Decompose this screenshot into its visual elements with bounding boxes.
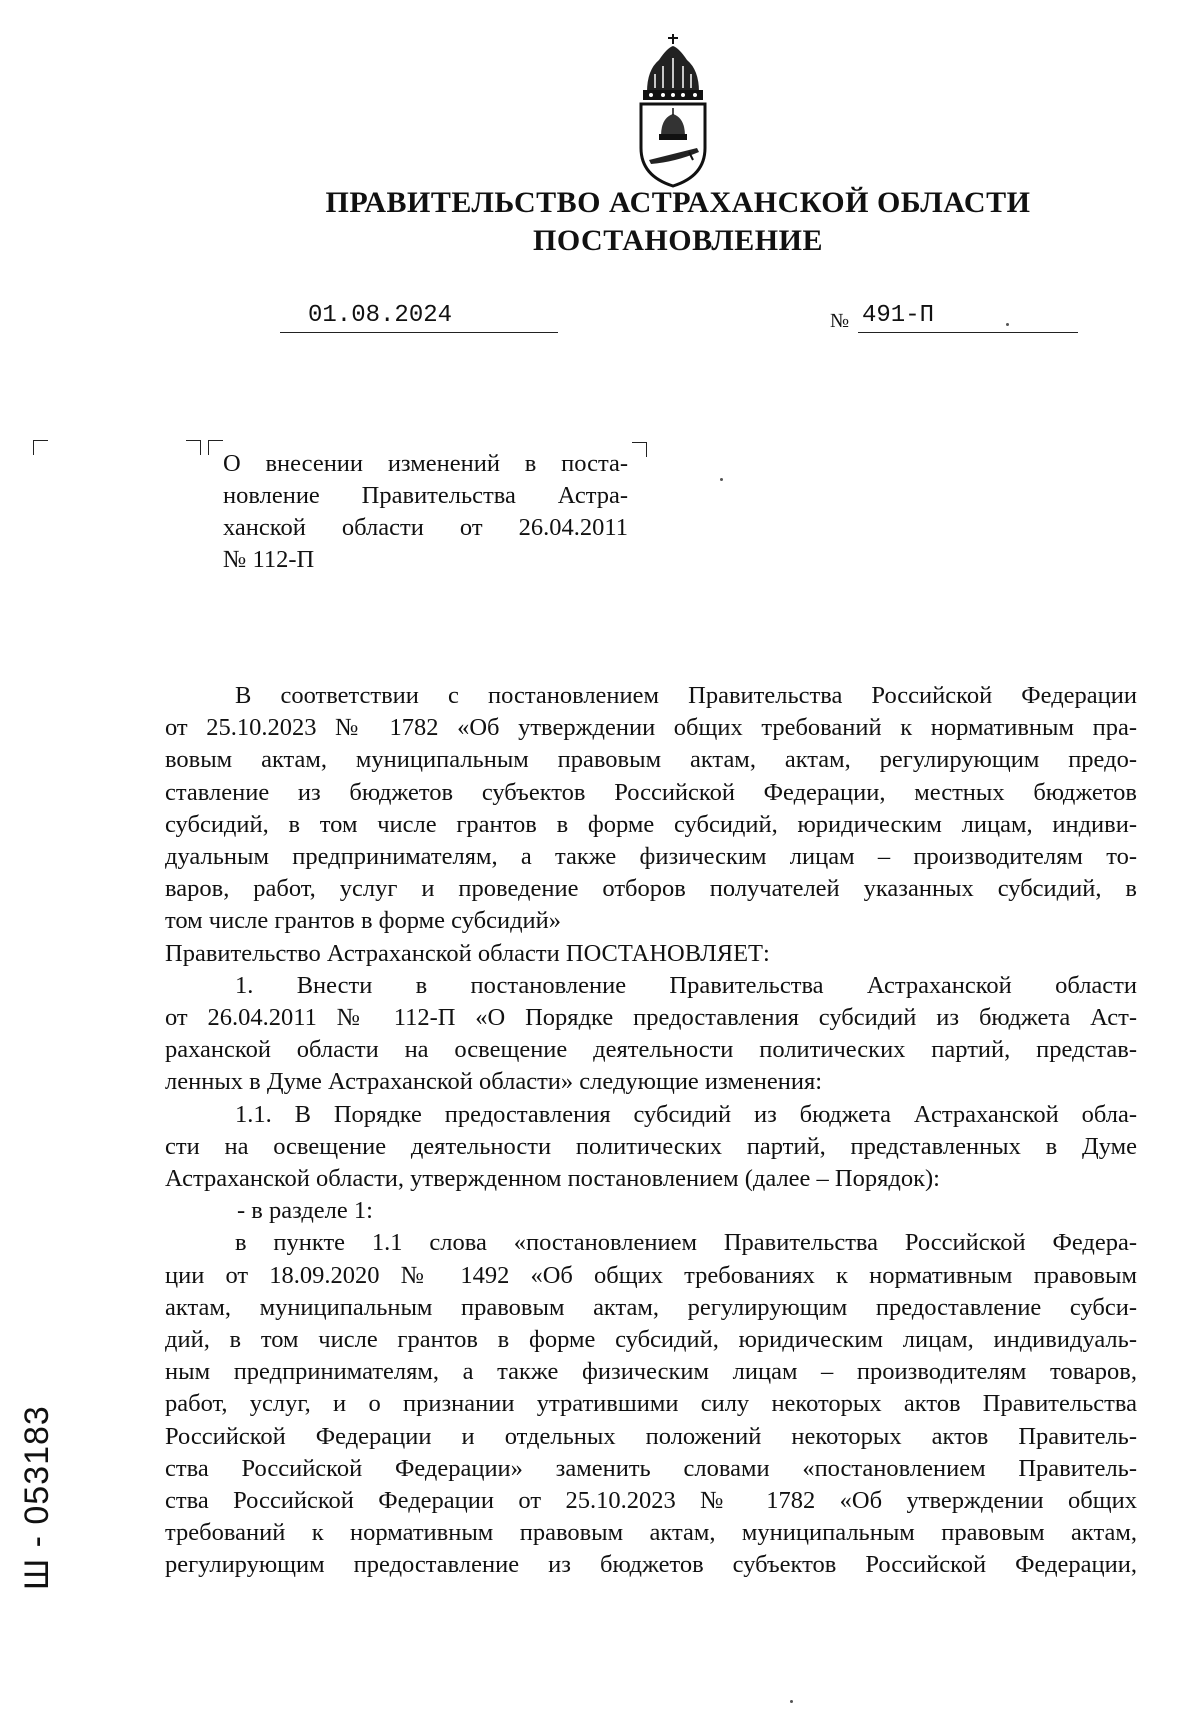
body-line: ленных в Думе Астраханской области» следующие изменения: [165, 1068, 823, 1096]
subject-line: О внесении изменений в поста- [223, 450, 628, 477]
government-title: ПРАВИТЕЛЬСТВО АСТРАХАНСКОЙ ОБЛАСТИ [325, 186, 1031, 219]
body-line: требований к нормативным правовым актам, муниципальным правовым актам, [165, 1519, 1137, 1547]
body-line: раханской области на освещение деятельности политических партий, представ- [165, 1036, 1137, 1064]
document-date: 01.08.2024 [308, 302, 453, 329]
body-line: Правительство Астраханской области ПОСТАНОВЛЯЕТ: [165, 939, 770, 967]
number-field [858, 302, 1078, 333]
body-line: от 25.10.2023 № 1782 «Об утверждении общих требований к нормативным пра- [165, 714, 1137, 742]
body-line: работ, услуг, и о признании утратившими силу некоторых актов Правительства [165, 1390, 1137, 1418]
body-line: сти на освещение деятельности политических партий, представленных в Думе [165, 1132, 1137, 1160]
body-line: актам, муниципальным правовым актам, регулирующим предоставление субси- [165, 1293, 1137, 1321]
date-field [280, 302, 558, 333]
document-number: 491-П [862, 302, 935, 329]
scan-speck [1006, 323, 1009, 326]
body-line: варов, работ, услуг и проведение отборов получателей указанных субсидий, в [165, 875, 1137, 903]
body-line: в пункте 1.1 слова «постановлением Правительства Российской Федера- [235, 1229, 1137, 1257]
body-line: 1.1. В Порядке предоставления субсидий из бюджета Астраханской обла- [235, 1100, 1137, 1128]
scan-speck [790, 1700, 793, 1703]
document-subject [223, 448, 628, 576]
subject-corner-mark-left [186, 440, 201, 455]
body-line: Российской Федерации и отдельных положений некоторых актов Правитель- [165, 1422, 1137, 1450]
body-line: от 26.04.2011 № 112-П «О Порядке предоставления субсидий из бюджета Аст- [165, 1004, 1137, 1032]
body-line: ным предпринимателям, а также физическим лицам – производителям товаров, [165, 1358, 1137, 1386]
body-line: ства Российской Федерации от 25.10.2023 № 1782 «Об утверждении общих [165, 1487, 1137, 1515]
body-line: ставление из бюджетов субъектов Российской Федерации, местных бюджетов [165, 778, 1137, 806]
body-line: вовым актам, муниципальным правовым актам, актам, регулирующим предо- [165, 746, 1137, 774]
document-body [165, 680, 1137, 1582]
number-sign: № [830, 310, 850, 332]
body-line: том числе грантов в форме субсидий» [165, 907, 562, 935]
serial-number-text: Ш - 053183 [18, 1405, 56, 1590]
subject-line: № 112-П [223, 546, 315, 573]
scan-speck [720, 478, 723, 481]
subject-corner-mark-right [632, 442, 647, 457]
body-line: Астраханской области, утвержденном постановлением (далее – Порядок): [165, 1165, 940, 1193]
left-margin-corner-mark [33, 440, 48, 455]
body-line: субсидий, в том числе грантов в форме субсидий, юридическим лицам, индиви- [165, 810, 1137, 838]
body-line: 1. Внести в постановление Правительства Астраханской области [235, 971, 1137, 999]
body-line: В соответствии с постановлением Правительства Российской Федерации [235, 682, 1137, 709]
subject-corner-mark-left-inner [208, 440, 223, 455]
subject-line: ханской области от 26.04.2011 [223, 514, 628, 541]
body-line: - в разделе 1: [237, 1197, 373, 1225]
body-line: регулирующим предоставление из бюджетов субъектов Российской Федерации, [165, 1551, 1137, 1579]
coat-of-arms-icon [633, 30, 713, 190]
document-type-title: ПОСТАНОВЛЕНИЕ [533, 224, 823, 257]
body-line: ции от 18.09.2020 № 1492 «Об общих требованиях к нормативным правовым [165, 1261, 1137, 1289]
subject-line: новление Правительства Астра- [223, 482, 628, 509]
body-line: ства Российской Федерации» заменить словами «постановлением Правитель- [165, 1454, 1137, 1482]
body-line: дуальным предпринимателям, а также физическим лицам – производителям то- [165, 843, 1137, 871]
body-line: дий, в том числе грантов в форме субсидий, юридическим лицам, индивидуаль- [165, 1326, 1137, 1354]
